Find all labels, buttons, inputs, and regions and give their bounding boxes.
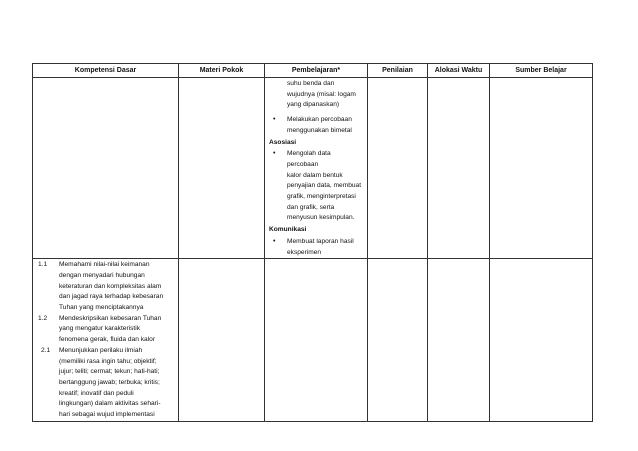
list-item [35,314,176,346]
header-sumber-belajar: Sumber Belajar [490,64,593,78]
header-alokasi-waktu: Alokasi Waktu [428,64,490,78]
header-kompetensi-dasar: Kompetensi Dasar [33,64,179,78]
bullet-line: Mengolah data percobaan [287,150,331,168]
bullet-line: menyusun kesimpulan. [287,214,355,222]
bullet-icon: • [273,116,276,124]
kd-number: 1.2 [38,314,48,322]
bullet-icon: • [273,237,276,245]
kd-line: keteraturan dan kompleksitas alam [59,282,162,290]
kd-line: Menunjukkan perilaku ilmiah [59,346,143,354]
header-materi-pokok: Materi Pokok [179,64,265,78]
bullet-icon: • [273,150,276,158]
kd-line: Mendeskripsikan kebesaran Tuhan [59,314,162,322]
kd-line: yang mengatur karakteristik [59,325,140,333]
row2-penilaian-cell [368,259,428,422]
intro-line: wujudnya (misal: logam [287,90,356,98]
heading-asosiasi: Asosiasi [269,138,297,146]
list-item [35,346,176,421]
list-item [35,260,176,314]
list-item [269,237,363,258]
row2-alokasi-cell [428,259,490,422]
list-item [269,115,363,136]
bullet-line: menggunakan bimetal [287,126,352,134]
kd-line: kreatif; inovatif dan peduli [59,389,134,397]
row2-pembelajaran-cell [265,259,368,422]
row1-sumber-cell [490,78,593,259]
kd-line: jujur; teliti; cermat; tekun; hati-hati; [59,368,160,376]
row2-materi-cell [179,259,265,422]
bullet-line: Melakukan percobaan [287,116,352,124]
row1-pembelajaran-cell [265,78,368,259]
table-row [33,78,593,259]
kd-number: 1.1 [38,261,48,269]
syllabus-table [32,63,593,422]
bullet-line: penyajian data, membuat [287,182,362,190]
bullet-line: eksperimen [287,248,322,256]
row1-kompetensi-cell [33,78,179,259]
header-row [33,64,593,78]
kd-line: (memiliki rasa ingin tahu; objektif; [59,357,157,365]
bullet-line: kalor dalam bentuk [287,171,343,179]
row1-penilaian-cell [368,78,428,259]
kd-line: dan jagad raya terhadap kebesaran [59,293,164,301]
header-pembelajaran: Pembelajaran* [265,64,368,78]
table-row [33,259,593,422]
kd-line: Tuhan yang menciptakannya [59,304,144,312]
intro-line: suhu benda dan [287,80,335,87]
kd-line: Memahami nilai-nilai keimanan [59,261,150,269]
kd-line: bertanggung jawab; terbuka; kritis; [59,378,160,386]
intro-line: yang dipanaskan) [287,101,340,109]
kd-number: 2.1 [41,346,51,354]
header-penilaian: Penilaian [368,64,428,78]
bullet-line: grafik, menginterpretasi [287,193,356,201]
row2-sumber-cell [490,259,593,422]
list-item [269,149,363,224]
kd-line: fenomena gerak, fluida dan kalor [59,336,156,344]
bullet-line: dan grafik, serta [287,203,335,211]
row1-alokasi-cell [428,78,490,259]
bullet-line: Membuat laporan hasil [287,237,354,245]
kd-line: lingkungan) dalam aktivitas sehari- [59,400,161,408]
kd-line: dengan menyadari hubungan [59,271,145,279]
kd-line: hari sebagai wujud implementasi [59,411,155,419]
row1-materi-cell [179,78,265,259]
row2-kompetensi-cell [33,259,179,422]
heading-komunikasi: Komunikasi [269,226,307,234]
